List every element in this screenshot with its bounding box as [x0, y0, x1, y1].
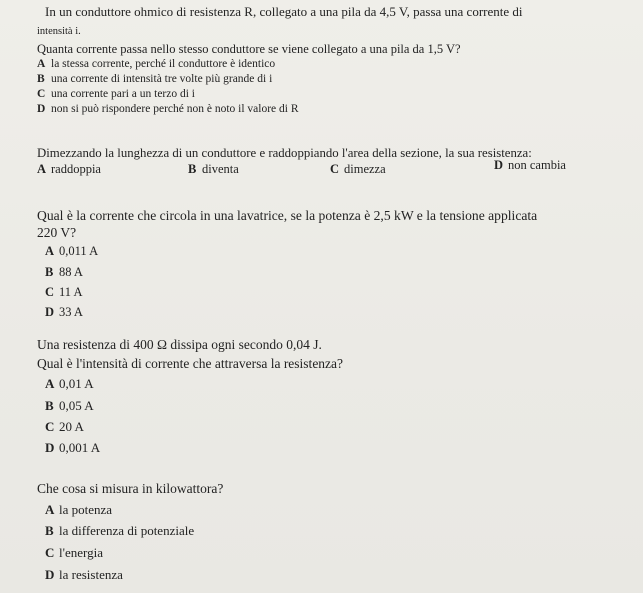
option-letter: B — [45, 265, 54, 279]
option-text: 0,05 A — [59, 398, 94, 413]
option-letter: B — [37, 73, 45, 85]
option-text: la differenza di potenziale — [59, 523, 195, 538]
option-text: l'energia — [59, 545, 103, 560]
question-1-option-b[interactable] — [37, 74, 272, 86]
option-letter: C — [45, 545, 55, 560]
option-letter: C — [45, 419, 55, 434]
option-text: dimezza — [344, 162, 386, 176]
option-letter: D — [37, 103, 46, 115]
option-letter: A — [45, 376, 55, 391]
option-text: non si può rispondere perché non è noto il valore di R — [51, 103, 299, 115]
option-letter: D — [45, 440, 55, 455]
option-letter: A — [45, 244, 55, 258]
question-2-option-d[interactable] — [494, 159, 566, 172]
option-text: una corrente di intensità tre volte più grande di i — [51, 73, 273, 85]
question-4-text-line2: Qual è l'intensità di corrente che attraversa la resistenza? — [37, 356, 344, 371]
question-1-option-d[interactable] — [37, 104, 299, 116]
option-text: 11 A — [59, 285, 83, 299]
option-text: raddoppia — [51, 162, 101, 176]
question-3-option-d[interactable] — [45, 306, 83, 319]
question-5-option-c[interactable] — [45, 546, 103, 559]
option-letter: D — [45, 567, 55, 582]
option-letter: B — [45, 398, 54, 413]
option-letter: A — [45, 502, 55, 517]
option-text: 0,011 A — [59, 244, 99, 258]
question-2-option-b[interactable] — [188, 163, 239, 176]
option-letter: D — [494, 158, 504, 172]
question-2-option-c[interactable] — [330, 163, 386, 176]
option-text: una corrente pari a un terzo di i — [51, 88, 196, 100]
option-text: la potenza — [59, 502, 113, 517]
option-letter: D — [45, 305, 55, 319]
option-text: 0,001 A — [59, 440, 101, 455]
option-letter: B — [188, 162, 197, 176]
option-text: la stessa corrente, perché il conduttore è identico — [51, 58, 276, 70]
option-letter: A — [37, 162, 47, 176]
question-5-option-b[interactable] — [45, 524, 194, 537]
question-4-text-line1: Una resistenza di 400 Ω dissipa ogni secondo 0,04 J. — [37, 337, 322, 352]
question-3-option-b[interactable] — [45, 266, 83, 279]
option-letter: B — [45, 523, 54, 538]
option-text: 33 A — [59, 305, 83, 319]
question-2-option-a[interactable] — [37, 163, 101, 176]
question-4-option-d[interactable] — [45, 441, 100, 454]
option-text: 20 A — [59, 419, 84, 434]
question-4-option-c[interactable] — [45, 420, 84, 433]
question-3-option-c[interactable] — [45, 286, 83, 299]
question-1-text-line1: In un conduttore ohmico di resistenza R, collegato a una pila da 4,5 V, passa una corrente di — [45, 4, 523, 19]
question-1-option-c[interactable] — [37, 89, 195, 101]
question-4-option-b[interactable] — [45, 399, 94, 412]
option-text: la resistenza — [59, 567, 123, 582]
question-1-text-line2: intensità i. — [37, 26, 81, 37]
question-2-text: Dimezzando la lunghezza di un conduttore e raddoppiando l'area della sezione, la sua resistenza: — [37, 146, 532, 160]
option-letter: C — [37, 88, 46, 100]
option-text: 88 A — [59, 265, 83, 279]
question-1-option-a[interactable] — [37, 59, 275, 71]
option-text: 0,01 A — [59, 376, 94, 391]
question-3-option-a[interactable] — [45, 245, 98, 258]
option-letter: A — [37, 58, 46, 70]
question-5-text: Che cosa si misura in kilowattora? — [37, 481, 224, 496]
option-letter: C — [330, 162, 340, 176]
question-1-text-line3: Quanta corrente passa nello stesso conduttore se viene collegato a una pila da 1,5 V? — [37, 42, 461, 56]
question-3-text-line1: Qual è la corrente che circola in una lavatrice, se la potenza è 2,5 kW e la tensione applicata — [37, 208, 538, 223]
option-text: diventa — [202, 162, 239, 176]
question-5-option-d[interactable] — [45, 568, 123, 581]
question-4-option-a[interactable] — [45, 377, 94, 390]
option-text: non cambia — [508, 158, 566, 172]
question-3-text-line2: 220 V? — [37, 225, 77, 240]
option-letter: C — [45, 285, 55, 299]
question-5-option-a[interactable] — [45, 503, 112, 516]
